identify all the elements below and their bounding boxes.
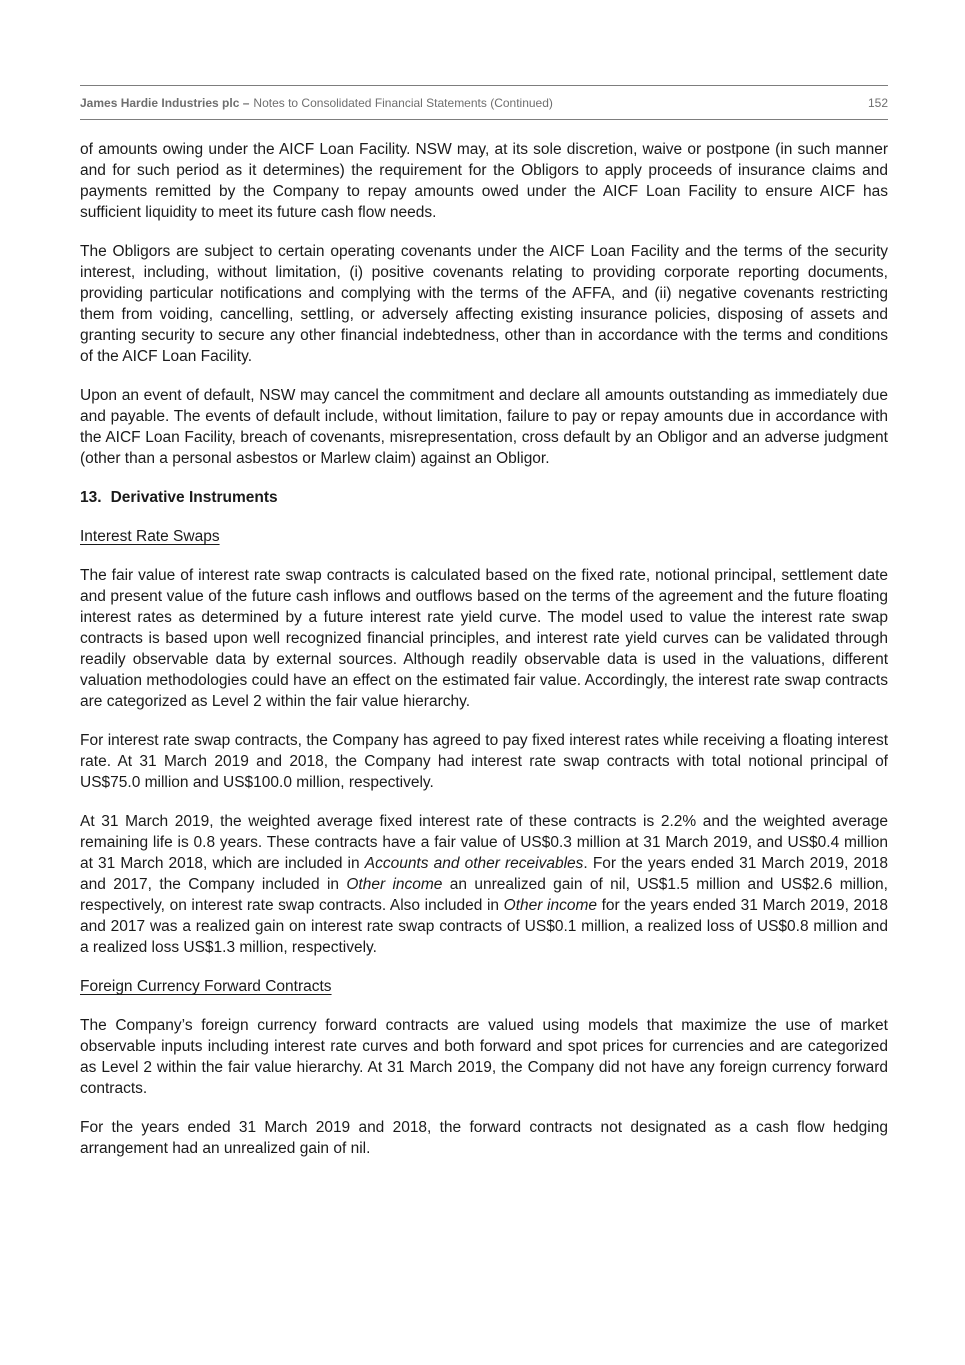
- weighted-average-seg1: At 31 March 2019, the weighted average fixed interest rate of these contracts is 2.2% and the weighted average remaining life is 0.8 years. These contracts have a fair value of US$0.3 million at 31 March 2019, and US$0.4 million at 31 March 2018, which are included in: [80, 813, 888, 872]
- header-rule-bottom: [80, 119, 888, 120]
- section-number: 13.: [80, 489, 102, 506]
- weighted-average-seg4: for the years ended 31 March 2019, 2018 and 2017 was a realized gain on interest rate swap contracts of US$0.1 million, a realized loss of US$0.8 million and a realized loss US$1.3 million, respectively.: [80, 897, 888, 956]
- running-header-text: [80, 95, 553, 111]
- paragraph-weighted-average: [80, 811, 888, 958]
- paragraph-fx-unrealized-gain: For the years ended 31 March 2019 and 2018, the forward contracts not designated as a cash flow hedging arrangement had an unrealized gain of nil.: [80, 1119, 888, 1157]
- emphasis-accounts-and-other-receivables: Accounts and other receivables: [364, 855, 584, 872]
- paragraph-notional-principal: For interest rate swap contracts, the Company has agreed to pay fixed interest rates while receiving a floating interest rate. At 31 March 2019 and 2018, the Company had interest rate swap contracts with total notional principal of US$75.0 million and US$100.0 million, respectively.: [80, 732, 888, 791]
- company-name: James Hardie Industries plc –: [80, 96, 250, 110]
- section-heading-derivative-instruments: [80, 487, 888, 508]
- subsection-heading-interest-rate-swaps: Interest Rate Swaps: [80, 528, 220, 545]
- paragraph-aicf-waiver: of amounts owing under the AICF Loan Facility. NSW may, at its sole discretion, waive or postpone (in such manner and for such period as it determines) the requirement for the Obligors to apply proceeds of insurance claims and payments remitted by the Company to repay amounts owed under the AICF Loan Facility to ensure AICF has sufficient liquidity to meet its future cash flow needs.: [80, 141, 888, 221]
- paragraph-event-of-default: Upon an event of default, NSW may cancel the commitment and declare all amounts outstanding as immediately due and payable. The events of default include, without limitation, failure to pay or repay amounts due in accordance with the AICF Loan Facility, breach of covenants, misrepresentation, cross default by an Obligor and an adverse judgment (other than a personal asbestos or Marlew claim) against an Obligor.: [80, 387, 888, 467]
- emphasis-other-income-2: Other income: [503, 897, 597, 914]
- paragraph-fair-value-model: The fair value of interest rate swap contracts is calculated based on the fixed rate, notional principal, settlement date and present value of the future cash inflows and outflows based on the terms of the agreement and the future floating interest rates as determined by a future interest rate yield curve. The model used to value the interest rate swap contracts is based upon well recognized financial principles, and interest rate yield curves can be validated through readily observable data by external sources. Although readily observable data is used in the valuations, different valuation methodologies could have an effect on the estimated fair value. Accordingly, the interest rate swap contracts are categorized as Level 2 within the fair value hierarchy.: [80, 567, 888, 710]
- weighted-average-seg3: an unrealized gain of nil, US$1.5 million and US$2.6 million, respectively, on interest rate swap contracts. Also included in: [80, 876, 888, 914]
- document-body: [80, 139, 888, 1159]
- emphasis-other-income-1: Other income: [346, 876, 443, 893]
- subsection-heading-foreign-currency-forward-contracts: Foreign Currency Forward Contracts: [80, 978, 332, 995]
- page-number: 152: [867, 96, 888, 110]
- section-title: Derivative Instruments: [110, 489, 278, 506]
- document-title: Notes to Consolidated Financial Statements (Continued): [253, 96, 553, 110]
- running-header: [80, 86, 888, 119]
- paragraph-obligors-covenants: The Obligors are subject to certain operating covenants under the AICF Loan Facility and the terms of the security interest, including, without limitation, (i) positive covenants relating to providing corporate reporting documents, providing particular notifications and complying with the terms of the AFFA, and (ii) negative covenants restricting them from voiding, cancelling, settling, or adversely affecting existing insurance policies, disposing of assets and granting security to secure any other financial indebtedness, other than in accordance with the terms and conditions of the AICF Loan Facility.: [80, 243, 888, 365]
- paragraph-fx-valuation-model: The Company’s foreign currency forward contracts are valued using models that maximize the use of market observable inputs including interest rate curves and both forward and spot prices for currencies and are categorized as Level 2 within the fair value hierarchy. At 31 March 2019, the Company did not have any foreign currency forward contracts.: [80, 1017, 888, 1097]
- page-header: [80, 85, 888, 120]
- weighted-average-seg2: . For the years ended 31 March 2019, 2018 and 2017, the Company included in: [80, 855, 888, 893]
